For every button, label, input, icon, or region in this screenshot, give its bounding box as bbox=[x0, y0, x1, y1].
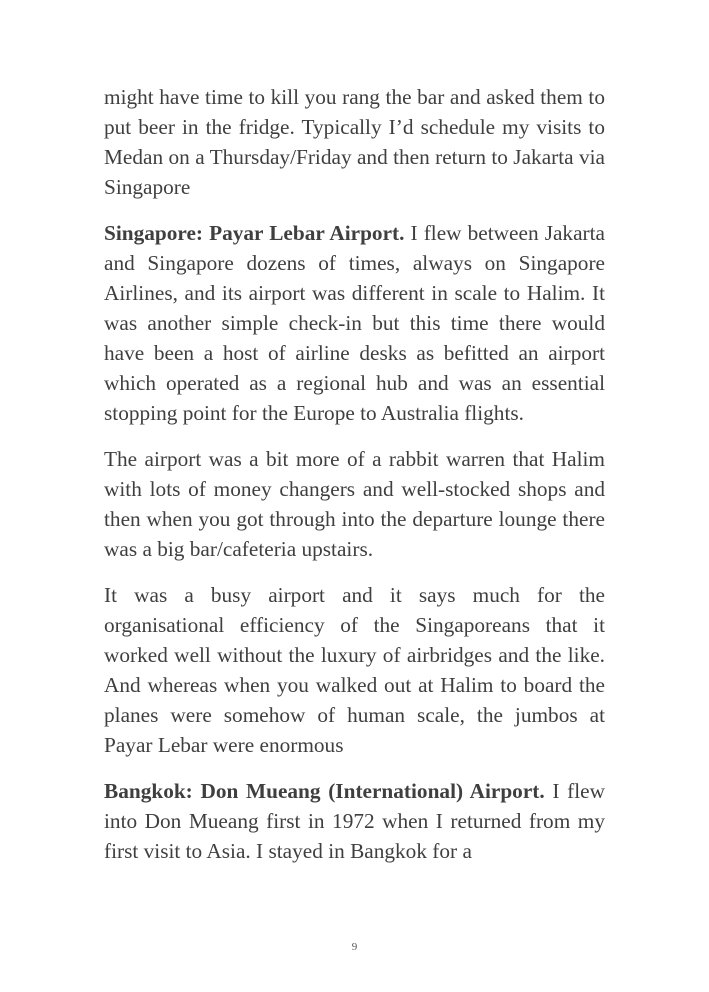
page-body bbox=[104, 82, 605, 882]
paragraph-text: I flew into Don Mueang first in 1972 when I returned from my first visit to Asia. I stayed in Bangkok for a bbox=[104, 779, 605, 863]
paragraph-text: might have time to kill you rang the bar and asked them to put beer in the fridge. Typically I’d schedule my visits to Medan on a Thursday/Friday and then return to Jakarta via Singapore bbox=[104, 85, 605, 199]
paragraph-rabbit-warren bbox=[104, 444, 605, 564]
paragraph-text: I flew between Jakarta and Singapore dozens of times, always on Singapore Airlines, and its airport was different in scale to Halim. It was another simple check-in but this time there would have been a host of airline desks as befitted an airport which operated as a regional hub and was an essential stopping point for the Europe to Australia flights. bbox=[104, 221, 605, 425]
paragraph-text: It was a busy airport and it says much for the organisational efficiency of the Singaporeans that it worked well without the luxury of airbridges and the like. And whereas when you walked out at Halim to board the planes were somehow of human scale, the jumbos at Payar Lebar were enormous bbox=[104, 583, 605, 757]
paragraph-busy-airport bbox=[104, 580, 605, 760]
page-number: 9 bbox=[351, 941, 358, 953]
paragraph-continuation bbox=[104, 82, 605, 202]
paragraph-singapore-airport bbox=[104, 218, 605, 428]
paragraph-text: The airport was a bit more of a rabbit warren that Halim with lots of money changers and well-stocked shops and then when you got through into the departure lounge there was a big bar/cafeteria upstairs. bbox=[104, 447, 605, 561]
section-heading-singapore: Singapore: Payar Lebar Airport. bbox=[104, 221, 405, 245]
paragraph-bangkok-airport bbox=[104, 776, 605, 866]
section-heading-bangkok: Bangkok: Don Mueang (International) Airport. bbox=[104, 779, 545, 803]
